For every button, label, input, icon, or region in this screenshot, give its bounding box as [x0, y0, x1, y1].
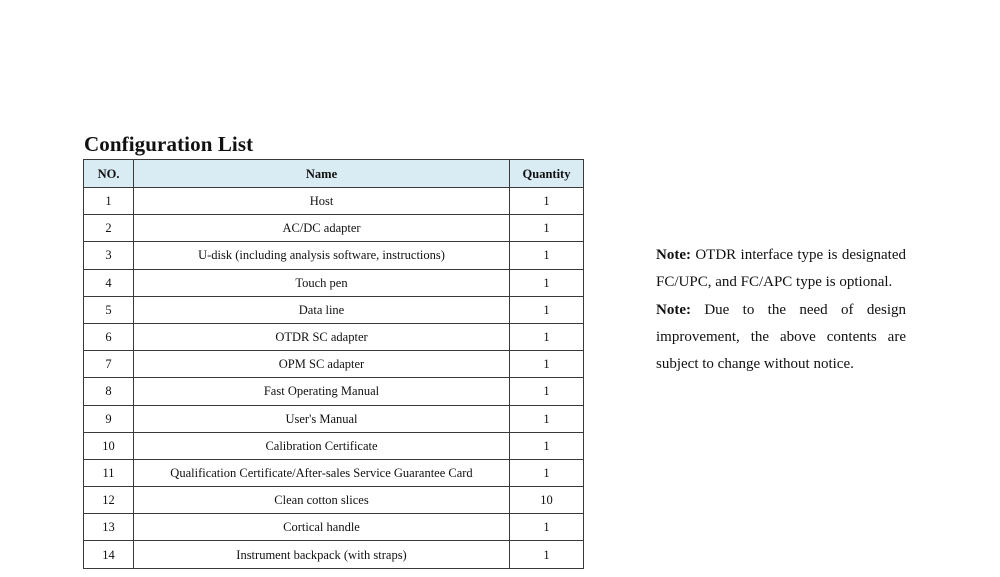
cell-name: Clean cotton slices [134, 487, 510, 514]
cell-no: 7 [84, 351, 134, 378]
table-row [84, 242, 584, 269]
cell-name: Cortical handle [134, 514, 510, 541]
table-body [84, 188, 584, 569]
cell-name: Instrument backpack (with straps) [134, 541, 510, 568]
cell-quantity: 1 [510, 514, 584, 541]
cell-quantity: 1 [510, 378, 584, 405]
cell-no: 11 [84, 459, 134, 486]
table-row [84, 188, 584, 215]
cell-name: OTDR SC adapter [134, 323, 510, 350]
note-interface-type [656, 242, 906, 297]
cell-quantity: 1 [510, 459, 584, 486]
table-row [84, 487, 584, 514]
note-label: Note: [656, 247, 691, 263]
cell-quantity: 1 [510, 323, 584, 350]
note-design-improvement [656, 297, 906, 379]
table-header-row [84, 160, 584, 188]
cell-quantity: 1 [510, 188, 584, 215]
cell-name: OPM SC adapter [134, 351, 510, 378]
table-row [84, 296, 584, 323]
cell-no: 4 [84, 269, 134, 296]
cell-quantity: 1 [510, 351, 584, 378]
table-row [84, 514, 584, 541]
cell-no: 3 [84, 242, 134, 269]
column-header-quantity: Quantity [510, 160, 584, 188]
cell-no: 8 [84, 378, 134, 405]
table-row [84, 269, 584, 296]
table-row [84, 351, 584, 378]
cell-no: 5 [84, 296, 134, 323]
table-row [84, 459, 584, 486]
cell-quantity: 1 [510, 215, 584, 242]
column-header-no: NO. [84, 160, 134, 188]
cell-quantity: 1 [510, 269, 584, 296]
cell-no: 14 [84, 541, 134, 568]
table-row [84, 215, 584, 242]
table-row [84, 541, 584, 568]
configuration-table [83, 159, 584, 569]
table-row [84, 432, 584, 459]
cell-name: User's Manual [134, 405, 510, 432]
table-row [84, 405, 584, 432]
cell-quantity: 1 [510, 432, 584, 459]
table-row [84, 323, 584, 350]
cell-quantity: 1 [510, 405, 584, 432]
notes-block [656, 242, 906, 378]
cell-name: Calibration Certificate [134, 432, 510, 459]
table-row [84, 378, 584, 405]
cell-no: 9 [84, 405, 134, 432]
note-text: OTDR interface type is designated FC/UPC, and FC/APC type is optional. [656, 247, 907, 291]
cell-name: AC/DC adapter [134, 215, 510, 242]
column-header-name: Name [134, 160, 510, 188]
page-title: Configuration List [84, 132, 254, 156]
cell-name: Qualification Certificate/After-sales Service Guarantee Card [134, 459, 510, 486]
cell-name: Fast Operating Manual [134, 378, 510, 405]
cell-no: 6 [84, 323, 134, 350]
cell-no: 10 [84, 432, 134, 459]
note-text: Due to the need of design improvement, the above contents are subject to change without notice. [656, 301, 906, 373]
cell-name: Data line [134, 296, 510, 323]
cell-no: 2 [84, 215, 134, 242]
cell-quantity: 1 [510, 541, 584, 568]
cell-quantity: 1 [510, 296, 584, 323]
cell-name: Touch pen [134, 269, 510, 296]
cell-no: 13 [84, 514, 134, 541]
cell-name: U-disk (including analysis software, instructions) [134, 242, 510, 269]
note-label: Note: [656, 301, 691, 318]
cell-name: Host [134, 188, 510, 215]
cell-quantity: 1 [510, 242, 584, 269]
cell-no: 12 [84, 487, 134, 514]
cell-quantity: 10 [510, 487, 584, 514]
cell-no: 1 [84, 188, 134, 215]
